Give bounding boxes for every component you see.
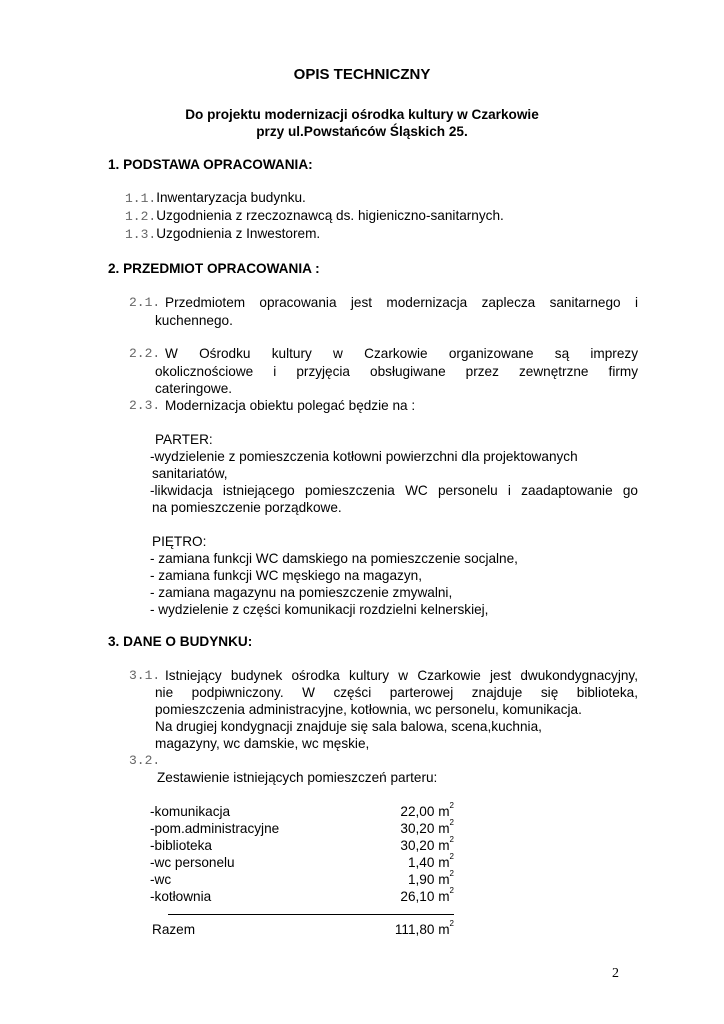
item-text-continued: cateringowe. (155, 381, 233, 396)
item-number: 1.1. (125, 191, 157, 206)
item-number: 3.1. (129, 668, 161, 683)
item-text-continued: magazyny, wc damskie, wc męskie, (155, 736, 370, 751)
parter-line: na pomieszczenie porządkowe. (152, 500, 342, 515)
pietro-line: - zamiana funkcji WC damskiego na pomieszczenie socjalne, (150, 551, 518, 566)
section-1-heading: 1. PODSTAWA OPRACOWANIA: (108, 157, 313, 172)
item-text: Inwentaryzacja budynku. (156, 190, 306, 205)
room-area: 30,20 $m^2$ (400, 835, 454, 853)
item-text: W Ośrodku kultury w Czarkowie organizowane są imprezy (165, 346, 638, 361)
item-number: 1.2. (125, 209, 157, 224)
item-text-continued: pomieszczenia administracyjne, kotłownia, wc personelu, komunikacja. (155, 702, 582, 717)
item-text: Uzgodnienia z rzeczoznawcą ds. higieniczno-sanitarnych. (156, 208, 504, 223)
room-area: 22,00 $m^2$ (400, 801, 454, 819)
room-name: -wc (150, 872, 172, 887)
pietro-line: - zamiana funkcji WC męskiego na magazyn, (150, 568, 422, 583)
pietro-label: PIĘTRO: (152, 534, 207, 549)
item-number: 2.2. (129, 346, 161, 361)
item-text-continued: kuchennego. (155, 313, 233, 328)
parter-line: -likwidacja istniejącego pomieszczenia WC personelu i zaadaptowanie go (150, 483, 638, 498)
item-text: Przedmiotem opracowania jest modernizacja zaplecza sanitarnego i (165, 295, 638, 310)
room-name: -wc personelu (150, 855, 235, 870)
item-text-continued: nie podpiwniczony. W części parterowej znajduje się biblioteka, (155, 685, 638, 700)
pietro-line: - zamiana magazynu na pomieszczenie zmywalni, (150, 585, 453, 600)
list-item (125, 207, 504, 225)
room-name: -pom.administracyjne (150, 821, 280, 836)
room-name: -kotłownia (150, 889, 212, 904)
item-text-continued: okolicznościowe i przyjęcia obsługiwane przez zewnętrzne firmy (155, 364, 638, 379)
total-label: Razem (152, 922, 196, 937)
item-text: Zestawienie istniejących pomieszczeń parteru: (157, 770, 438, 785)
list-item (125, 225, 320, 243)
page-title: OPIS TECHNICZNY (293, 66, 431, 83)
subtitle-line-2: przy ul.Powstańców Śląskich 25. (256, 124, 468, 139)
room-name: -biblioteka (150, 838, 212, 853)
section-2-heading: 2. PRZEDMIOT OPRACOWANIA : (108, 261, 320, 276)
room-area: 1,90 $m^2$ (407, 869, 454, 887)
room-name: -komunikacja (150, 804, 231, 819)
parter-line: sanitariatów, (152, 466, 228, 481)
item-text: Uzgodnienia z Inwestorem. (156, 226, 321, 241)
room-area: 26,10 $m^2$ (400, 886, 454, 904)
room-area: 30,20 $m^2$ (400, 818, 454, 836)
parter-label: PARTER: (155, 432, 213, 447)
item-number: 2.1. (129, 295, 161, 310)
sum-divider (168, 914, 454, 915)
page-number: 2 (612, 966, 619, 981)
parter-line: -wydzielenie z pomieszczenia kotłowni powierzchni dla projektowanych (150, 449, 578, 464)
item-text-continued: Na drugiej kondygnacji znajduje się sala balowa, scena,kuchnia, (155, 719, 542, 734)
total-area: 111,80 $m^2$ (394, 919, 454, 937)
subtitle-line-1: Do projektu modernizacji ośrodka kultury w Czarkowie (185, 107, 539, 122)
item-number: 2.3. (129, 398, 161, 413)
item-text: Istniejący budynek ośrodka kultury w Czarkowie jest dwukondygnacyjny, (165, 668, 638, 683)
pietro-line: - wydzielenie z części komunikacji rozdzielni kelnerskiej, (150, 602, 489, 617)
room-area: 1,40 $m^2$ (407, 852, 454, 870)
item-number: 1.3. (125, 227, 157, 242)
item-number: 3.2. (129, 753, 161, 768)
list-item (125, 189, 306, 207)
item-text: Modernizacja obiektu polegać będzie na : (165, 398, 416, 413)
section-3-heading: 3. DANE O BUDYNKU: (108, 634, 253, 649)
